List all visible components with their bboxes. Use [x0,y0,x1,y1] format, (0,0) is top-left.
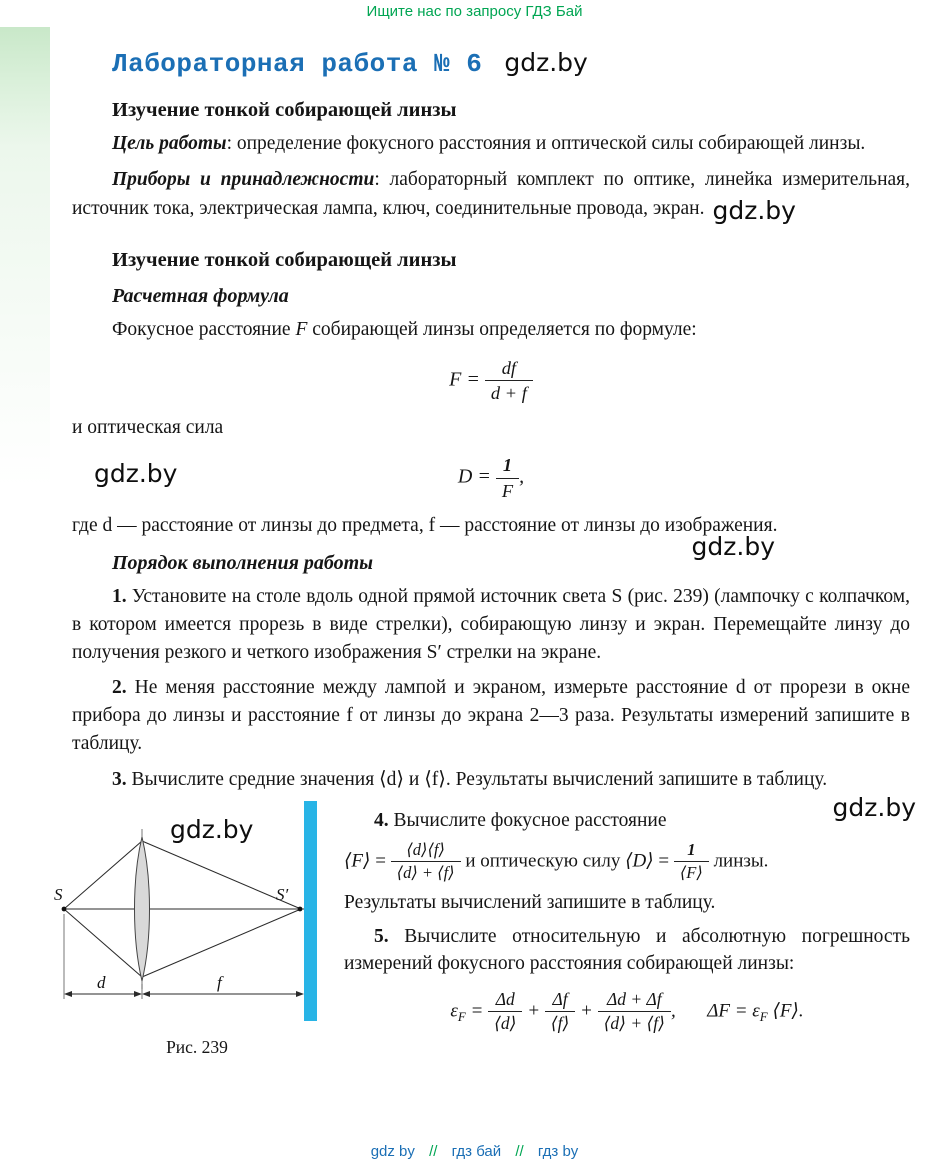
ray-top-left [64,841,142,909]
avg-focal-eq: = [375,850,386,872]
arrowhead-d-left [64,991,72,997]
figure-239 [54,801,344,1058]
footer [0,1143,949,1160]
step-4-intro-text: Вычислите фокусное расстояние [388,810,667,832]
arrowhead-f-left [142,991,150,997]
step-2-text: Не меняя расстояние между лампой и экраном, измерьте расстояние d от прорези в окне прибора до линзы и расстояние f от линзы до экрана 2—3 раза. Результаты измерений запишите в таблицу. [72,677,910,754]
procedure-heading-wrap [72,532,910,575]
left-edge-gradient [0,27,50,647]
avg-power-eq: = [658,850,670,872]
step-5-text: Вычислите относительную и абсолютную погрешность измерений фокусного расстояния собирающей линзы: [344,925,910,975]
page-content [54,40,916,1058]
abs-error-tail: ⟨F⟩. [772,1000,804,1022]
focal-length-formula [72,358,910,404]
focal-eq: = [466,368,480,391]
footer-separator-2: // [515,1143,524,1160]
goal-text: : определение фокусного расстояния и оптической силы собирающей линзы. [226,133,866,154]
watermark-step3: gdz.by [832,792,916,822]
footer-gdz-by-2: гдз by [537,1143,579,1160]
avg-focal-fraction [391,841,461,883]
title-row [112,48,910,79]
heading-repeat: Изучение тонкой собирающей линзы [112,248,457,271]
epsilon-symbol: ε [450,1000,458,1022]
error-term1-num: Δd [488,990,522,1013]
focal-fraction [485,358,533,404]
formula-intro-var: F [295,318,308,340]
formula-intro [72,316,910,344]
error-plus1: + [527,1000,541,1022]
d-label: d [97,973,106,993]
abs-error-subscript: F [759,1009,768,1025]
focal-lhs: F [449,368,462,391]
footer-gdz-bai: гдз бай [451,1143,502,1160]
equipment-text: : лабораторный комплект по оптике, линейка измерительная, источник тока, электрическая лампа, ключ, соединительные провода, экран. [72,168,910,220]
step-4-outro: Результаты вычислений запишите в таблицу. [344,891,716,913]
error-term1 [488,990,522,1034]
step-4-formula-line [344,841,910,883]
ray-bottom-right [142,909,301,977]
top-banner-text: Ищите нас по запросу ГДЗ Бай [366,3,583,20]
page-title: Лабораторная работа № 6 [112,49,483,79]
optical-power-formula [72,455,910,501]
error-term3-den: ⟨d⟩ + ⟨f⟩ [603,1013,665,1034]
footer-gdz-by-1: gdz by [370,1143,415,1160]
screen-bar [304,801,317,1021]
arrowhead-f-right [296,991,304,997]
power-denominator: F [501,481,514,502]
ray-bottom-left [64,909,142,977]
formula-intro-2: собирающей линзы определяется по формуле: [307,318,697,340]
watermark-equipment: gdz.by [712,196,796,226]
error-term3 [598,990,671,1034]
error-term3-num: Δd + Δf [598,990,671,1013]
avg-mid-text: и оптическую силу [465,850,621,872]
focal-numerator: df [485,358,533,382]
avg-focal-lhs: ⟨F⟩ [344,850,371,872]
avg-power-numerator: 1 [674,841,709,862]
where-paragraph: где d — расстояние от линзы до предмета, f — расстояние от линзы до изображения. [72,514,778,536]
watermark-figure: gdz.by [170,815,254,845]
formula-intro-1: Фокусное расстояние [112,318,296,340]
avg-power-denominator: ⟨F⟩ [679,863,703,883]
step-5 [344,923,910,978]
lens-shape [135,837,150,981]
power-lhs: D [457,466,473,489]
goal-paragraph [72,130,910,158]
power-tail: , [519,466,525,489]
error-term1-den: ⟨d⟩ [494,1013,517,1034]
f-label: f [217,973,222,993]
focal-denominator: d + f [490,383,527,404]
step-4-number: 4. [374,810,389,832]
power-numerator: 1 [496,455,519,479]
source-label: S [54,885,63,905]
epsilon-subscript: F [457,1009,466,1025]
watermark-title: gdz.by [504,48,588,77]
error-plus2: + [580,1000,593,1022]
avg-focal-denominator: ⟨d⟩ + ⟨f⟩ [396,863,455,883]
steps-4-5-column [344,801,910,1058]
avg-focal-numerator: ⟨d⟩⟨f⟩ [391,841,461,862]
error-term2-den: ⟨f⟩ [550,1013,570,1034]
step-4-intro [344,807,910,835]
avg-tail-text: линзы. [713,850,769,872]
step-5-number: 5. [374,925,389,947]
step-3-text: Вычислите средние значения ⟨d⟩ и ⟨f⟩. Результаты вычислений запишите в таблицу. [126,768,828,790]
error-eq: = [470,1000,484,1022]
watermark-power-formula: gdz.by [94,459,178,489]
equipment-label: Приборы и принадлежности [112,168,375,190]
step-1 [72,583,910,666]
goal-label: Цель работы [112,133,227,154]
step-3-number: 3. [112,768,127,790]
avg-power-fraction [674,841,709,883]
footer-separator-1: // [429,1143,438,1160]
power-eq: = [477,466,491,489]
figure-and-steps-row [54,801,910,1058]
avg-power-lhs: ⟨D⟩ [625,850,654,872]
error-term2 [545,990,575,1034]
image-point [298,907,303,912]
arrowhead-d-right [134,991,142,997]
equipment-paragraph [72,166,910,229]
step-2 [72,674,910,757]
abs-error-lhs: ΔF = ε [707,1000,760,1022]
formula-heading: Расчетная формула [112,284,289,307]
source-point [62,907,67,912]
image-label: S′ [276,885,289,905]
figure-caption: Рис. 239 [166,1037,228,1058]
step-1-text: Установите на столе вдоль одной прямой источник света S (рис. 239) (лампочку с колпачком, в котором имеется прорезь в виде стрелки), собирающую линзу и экран. Перемещайте линзу до получения резкого и четкого изображения S′ стрелки на экране. [72,586,910,663]
step-1-number: 1. [112,586,127,608]
error-formula [344,990,910,1034]
power-fraction [496,455,519,501]
error-comma: , [670,1000,676,1022]
error-term2-num: Δf [545,990,575,1013]
optical-power-intro: и оптическая сила [72,416,224,438]
heading-main: Изучение тонкой собирающей линзы [112,99,457,121]
procedure-heading: Порядок выполнения работы [112,552,374,575]
step-2-number: 2. [112,677,127,699]
watermark-procedure: gdz.by [691,532,775,562]
